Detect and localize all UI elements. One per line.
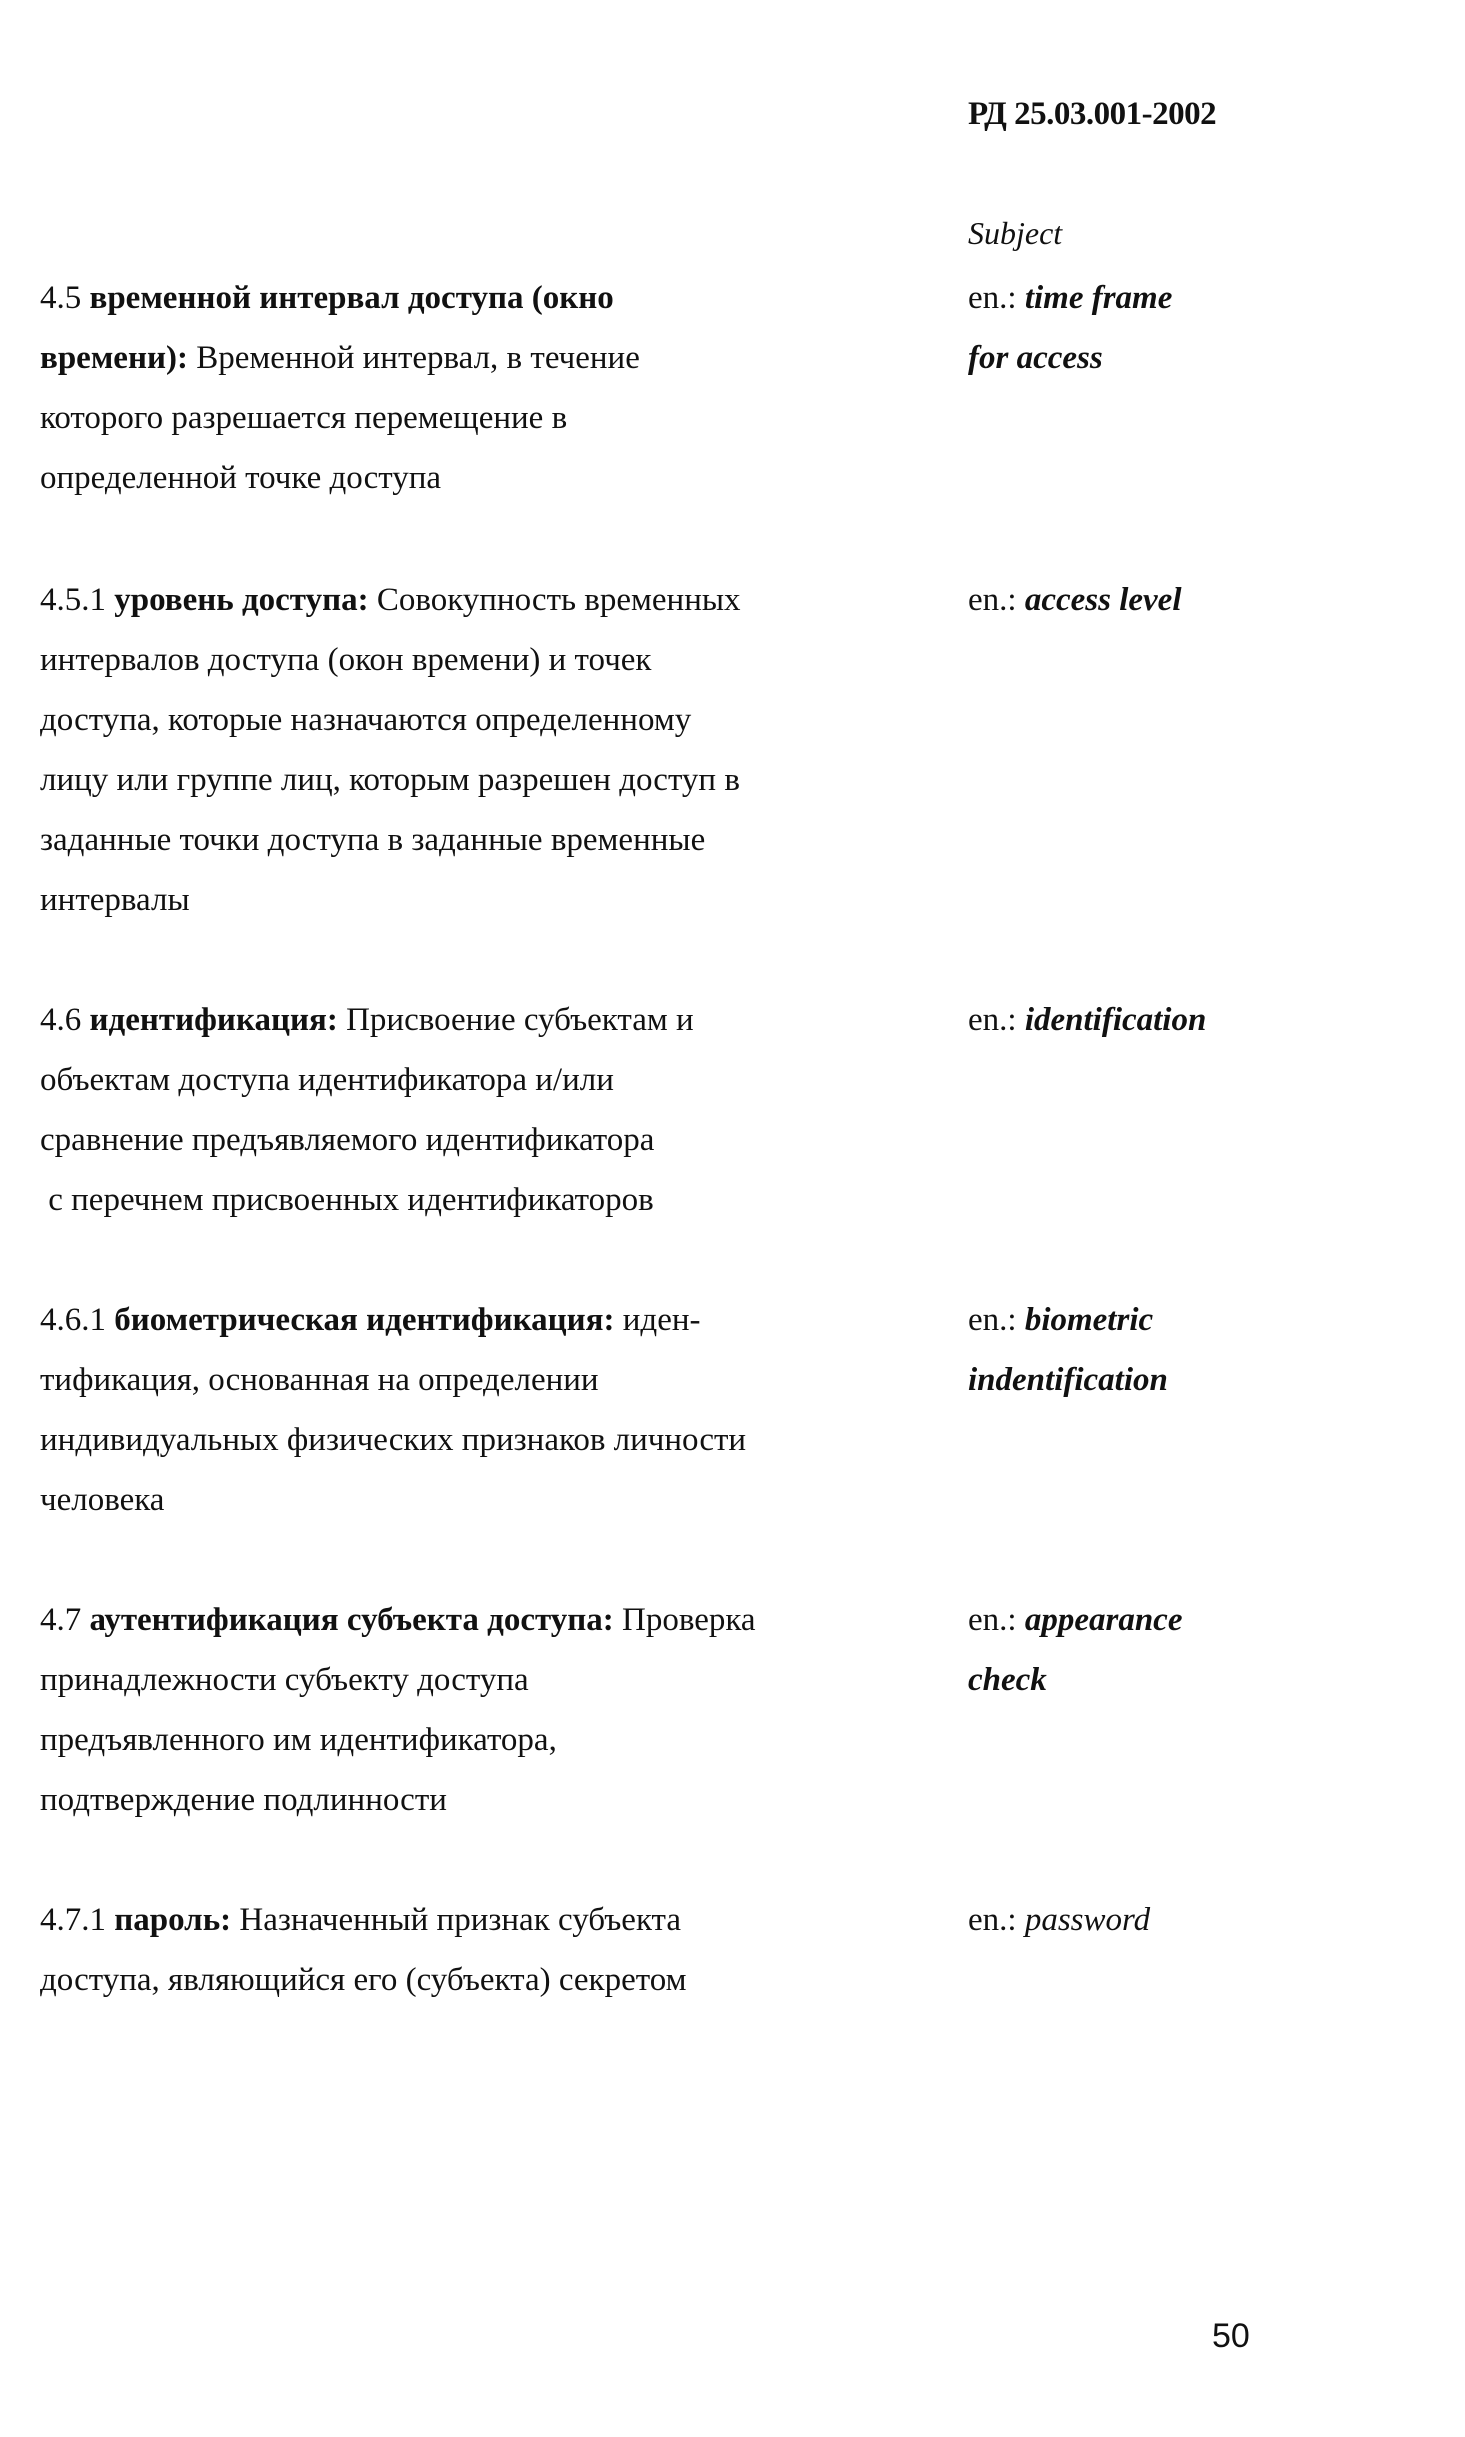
english-equivalent-4-7-1 xyxy=(968,1890,1150,1950)
entry-line: человека xyxy=(40,1482,165,1518)
entry-line: сравнение предъявляемого идентификатора xyxy=(40,1122,655,1158)
en-prefix: en.: xyxy=(968,582,1017,618)
entry-line: индивидуальных физических признаков личности xyxy=(40,1422,747,1458)
entry-line: доступа, которые назначаются определенному xyxy=(40,702,692,738)
en-prefix: en.: xyxy=(968,1002,1017,1038)
entry-line: с перечнем присвоенных идентификаторов xyxy=(40,1182,654,1218)
en-term: indentification xyxy=(968,1362,1168,1398)
page-number: 50 xyxy=(1212,2317,1250,2355)
entry-line: которого разрешается перемещение в xyxy=(40,400,568,436)
en-term: password xyxy=(1024,1902,1151,1938)
term-entry-4-6 xyxy=(40,990,820,1230)
en-prefix: en.: xyxy=(968,1902,1017,1938)
en-term: for access xyxy=(968,340,1103,376)
term-entry-4-6-1 xyxy=(40,1290,820,1530)
entry-line: времени): Временной интервал, в течение xyxy=(40,340,640,376)
en-term: check xyxy=(968,1662,1047,1698)
term-entry-4-5-1 xyxy=(40,570,820,930)
entry-line: 4.6.1 биометрическая идентификация: иден- xyxy=(40,1302,701,1338)
entry-line: 4.7 аутентификация субъекта доступа: Проверка xyxy=(40,1602,756,1638)
english-equivalent-4-5 xyxy=(968,268,1172,388)
english-equivalent-4-5-1 xyxy=(968,570,1181,630)
entry-line: доступа, являющийся его (субъекта) секретом xyxy=(40,1962,687,1998)
en-term: time frame xyxy=(1024,280,1173,316)
entry-line: объектам доступа идентификатора и/или xyxy=(40,1062,614,1098)
entry-line: принадлежности субъекту доступа xyxy=(40,1662,529,1698)
entry-line: 4.5 временной интервал доступа (окно xyxy=(40,280,614,316)
entry-line: заданные точки доступа в заданные временные xyxy=(40,822,706,858)
en-prefix: en.: xyxy=(968,1302,1017,1338)
entry-line: определенной точке доступа xyxy=(40,460,442,496)
entry-line: интервалов доступа (окон времени) и точек xyxy=(40,642,652,678)
entry-line: лицу или группе лиц, которым разрешен доступ в xyxy=(40,762,740,798)
entry-line: предъявленного им идентификатора, xyxy=(40,1722,557,1758)
en-term: appearance xyxy=(1024,1602,1183,1638)
term-entry-4-5 xyxy=(40,268,820,508)
english-equivalent-4-6 xyxy=(968,990,1206,1050)
term-entry-4-7-1 xyxy=(40,1890,820,2010)
en-term: identification xyxy=(1024,1002,1207,1038)
document-code: РД 25.03.001-2002 xyxy=(968,96,1217,132)
entry-line: тификация, основанная на определении xyxy=(40,1362,599,1398)
en-term: access level xyxy=(1024,582,1182,618)
en-prefix: en.: xyxy=(968,280,1017,316)
en-prefix: en.: xyxy=(968,1602,1017,1638)
english-equivalent-4-6-1 xyxy=(968,1290,1168,1410)
en-term: biometric xyxy=(1024,1302,1154,1338)
entry-line: подтверждение подлинности xyxy=(40,1782,447,1818)
entry-line: 4.6 идентификация: Присвоение субъектам и xyxy=(40,1002,694,1038)
subject-label: Subject xyxy=(968,215,1063,251)
term-entry-4-7 xyxy=(40,1590,820,1830)
entry-line: интервалы xyxy=(40,882,190,918)
entry-line: 4.7.1 пароль: Назначенный признак субъекта xyxy=(40,1902,682,1938)
entry-line: 4.5.1 уровень доступа: Совокупность временных xyxy=(40,582,741,618)
english-equivalent-4-7 xyxy=(968,1590,1182,1710)
